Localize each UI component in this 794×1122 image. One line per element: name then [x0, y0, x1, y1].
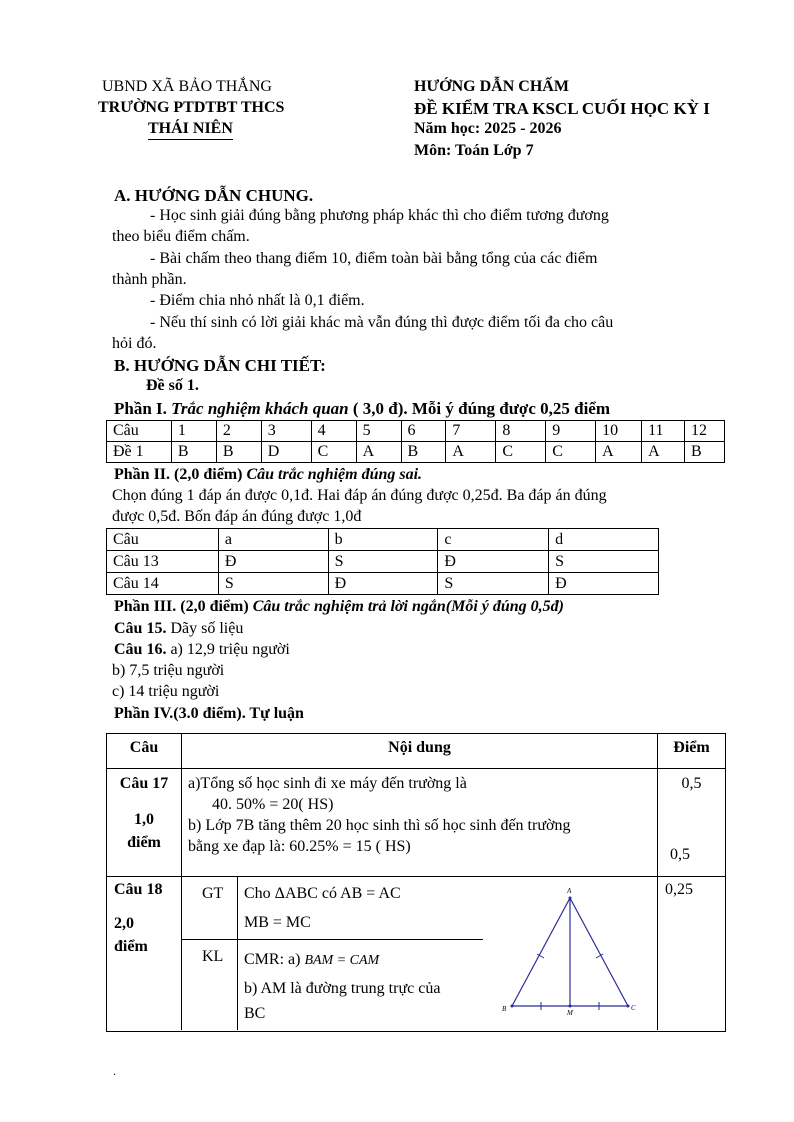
- header-left-line1: UBND XÃ BẢO THẮNG: [102, 78, 272, 95]
- header-right-line3: Năm học: 2025 - 2026: [414, 120, 562, 137]
- part2-head-cell: c: [438, 529, 549, 551]
- part2-cell: S: [218, 573, 328, 595]
- q15: [114, 620, 243, 638]
- q17-line3: b) Lớp 7B tăng thêm 20 học sinh thì số học sinh đến trường: [188, 817, 571, 834]
- section-a-p4b: hỏi đó.: [112, 335, 157, 352]
- part2-header-row: [107, 529, 659, 551]
- header-right-line4: Môn: Toán Lớp 7: [414, 142, 534, 159]
- q15-text: Dãy số liệu: [166, 620, 244, 637]
- part1-num: 5: [356, 421, 401, 442]
- part1-rest: ( 3,0 đ). Mỗi ý đúng được 0,25 điểm: [348, 399, 611, 418]
- q15-label: Câu 15.: [114, 620, 167, 637]
- de-so: Đề số 1.: [146, 377, 199, 394]
- part2-table: [106, 528, 659, 595]
- part3-italic: Câu trắc nghiệm trả lời ngắn(Mỗi ý đúng 0,5đ): [252, 598, 564, 615]
- q17-score1: 0,5: [681, 775, 702, 792]
- part4-title: Phần IV.(3.0 điểm). Tự luận: [114, 705, 304, 722]
- side-ab: [512, 898, 570, 1006]
- part1-num: 8: [496, 421, 546, 442]
- q17-label: Câu 17: [119, 775, 169, 792]
- part1-answer: B: [171, 442, 216, 463]
- q18-label: Câu 18: [114, 881, 163, 898]
- part1-italic: Trắc nghiệm khách quan: [171, 399, 349, 418]
- part1-answer: A: [596, 442, 642, 463]
- q17-line2: 40. 50% = 20( HS): [212, 796, 334, 813]
- part1-label: Phần I.: [114, 399, 172, 418]
- part4-head-cau: Câu: [129, 739, 159, 756]
- part2-row-14: [107, 573, 659, 595]
- gt-line1: Cho ΔABC có AB = AC: [244, 885, 401, 902]
- section-a-p2b: thành phần.: [112, 271, 187, 288]
- part4-head-diem: Điểm: [673, 739, 710, 756]
- part1-answer: B: [401, 442, 446, 463]
- part2-head-cell: Câu: [107, 529, 219, 551]
- part1-head-de: Đề 1: [107, 442, 172, 463]
- section-a-p1a: - Học sinh giải đúng bằng phương pháp khác thì cho điểm tương đương: [150, 207, 609, 224]
- part2-head-cell: b: [328, 529, 438, 551]
- part2-cell: Đ: [218, 551, 328, 573]
- kl-line3: BC: [244, 1005, 266, 1022]
- label-b: B: [502, 1005, 507, 1013]
- part1-num: 9: [546, 421, 596, 442]
- kl-line1-text: CMR: a): [244, 951, 305, 968]
- part2-cell: Đ: [328, 573, 438, 595]
- part1-num: 10: [596, 421, 642, 442]
- part1-num: 6: [401, 421, 446, 442]
- part1-answer: A: [446, 442, 496, 463]
- part1-num: 7: [446, 421, 496, 442]
- part1-row-numbers: [107, 421, 725, 442]
- part2-cell: Đ: [438, 551, 549, 573]
- part2-cell: Câu 13: [107, 551, 219, 573]
- q17-pts1: 1,0: [134, 811, 154, 828]
- part1-title: [114, 399, 610, 419]
- part1-num: 11: [642, 421, 685, 442]
- header-left-line2: TRƯỜNG PTDTBT THCS: [98, 99, 285, 116]
- part1-answer: C: [496, 442, 546, 463]
- part2-cell: S: [438, 573, 549, 595]
- footer-dot: .: [113, 1064, 116, 1078]
- part2-italic: Câu trắc nghiệm đúng sai.: [246, 466, 423, 483]
- q16-c: c) 14 triệu người: [112, 683, 220, 700]
- label-m: M: [567, 1009, 573, 1017]
- part3-label: Phần III. (2,0 điểm): [114, 598, 253, 615]
- point-c: [627, 1005, 630, 1008]
- kl-label: KL: [202, 948, 224, 965]
- kl-line1: [244, 951, 379, 969]
- label-c: C: [631, 1004, 636, 1012]
- side-ac: [570, 898, 628, 1006]
- section-a-p3: - Điểm chia nhỏ nhất là 0,1 điểm.: [150, 292, 365, 309]
- gt-line2: MB = MC: [244, 914, 311, 931]
- q17-line4: bằng xe đạp là: 60.25% = 15 ( HS): [188, 838, 411, 855]
- point-m: [569, 1005, 572, 1008]
- q17-pts2: điểm: [127, 834, 161, 851]
- gt-label: GT: [202, 885, 224, 902]
- part2-title: [114, 466, 422, 484]
- part2-row-13: [107, 551, 659, 573]
- part1-num: 2: [216, 421, 261, 442]
- part1-row-answers: [107, 442, 725, 463]
- part2-head-cell: d: [549, 529, 659, 551]
- q16-b: b) 7,5 triệu người: [112, 662, 225, 679]
- section-b-title: B. HƯỚNG DẪN CHI TIẾT:: [114, 356, 326, 375]
- q16-label: Câu 16.: [114, 641, 167, 658]
- part1-table: [106, 420, 725, 463]
- label-a: A: [567, 887, 572, 895]
- part3-title: [114, 598, 564, 616]
- gtkl-hline: [181, 939, 483, 940]
- part2-cell: Đ: [549, 573, 659, 595]
- part2-head-cell: a: [218, 529, 328, 551]
- part2-desc2: được 0,5đ. Bốn đáp án đúng được 1,0đ: [112, 508, 362, 525]
- section-a-p4a: - Nếu thí sinh có lời giải khác mà vẫn đúng thì được điểm tối đa cho câu: [150, 314, 614, 331]
- part2-cell: S: [328, 551, 438, 573]
- header-left-line3: THÁI NIÊN: [148, 120, 233, 140]
- header-right-line1: HƯỚNG DẪN CHẤM: [414, 78, 569, 95]
- part1-answer: B: [216, 442, 261, 463]
- q16: [114, 641, 290, 659]
- part1-num: 1: [171, 421, 216, 442]
- kl-line2: b) AM là đường trung trực của: [244, 980, 441, 997]
- part2-cell: S: [549, 551, 659, 573]
- point-b: [511, 1005, 514, 1008]
- part4-hline: [106, 876, 725, 877]
- part1-answer: A: [642, 442, 685, 463]
- section-a-title: A. HƯỚNG DẪN CHUNG.: [114, 186, 314, 205]
- part1-head-cau: Câu: [107, 421, 172, 442]
- q18-pts2: điểm: [114, 938, 148, 955]
- triangle-figure: [498, 884, 648, 1020]
- gtkl-vline: [237, 876, 238, 1030]
- part1-answer: A: [356, 442, 401, 463]
- part1-answer: B: [685, 442, 725, 463]
- part1-num: 4: [311, 421, 356, 442]
- part1-answer: D: [261, 442, 311, 463]
- part4-hline: [106, 768, 725, 769]
- kl-formula: BAM = CAM: [304, 953, 380, 968]
- part1-num: 12: [685, 421, 725, 442]
- point-a: [569, 897, 572, 900]
- part1-answer: C: [311, 442, 356, 463]
- part2-cell: Câu 14: [107, 573, 219, 595]
- part1-answer: C: [546, 442, 596, 463]
- part4-head-noidung: Nội dung: [388, 739, 451, 756]
- q17-line1: a)Tổng số học sinh đi xe máy đến trường là: [188, 775, 467, 792]
- part2-label: Phần II. (2,0 điểm): [114, 466, 247, 483]
- q18-score: 0,25: [665, 881, 693, 898]
- q16-text: a) 12,9 triệu người: [166, 641, 290, 658]
- part2-desc1: Chọn đúng 1 đáp án được 0,1đ. Hai đáp án đúng được 0,25đ. Ba đáp án đúng: [112, 487, 607, 504]
- section-a-p2a: - Bài chấm theo thang điểm 10, điểm toàn bài bằng tổng của các điểm: [150, 250, 598, 267]
- section-a-p1b: theo biểu điểm chấm.: [112, 228, 250, 245]
- header-right-line2: ĐỀ KIỂM TRA KSCL CUỐI HỌC KỲ I: [414, 99, 710, 118]
- q17-score2: 0,5: [670, 846, 690, 863]
- part1-num: 3: [261, 421, 311, 442]
- q18-pts1: 2,0: [114, 915, 134, 932]
